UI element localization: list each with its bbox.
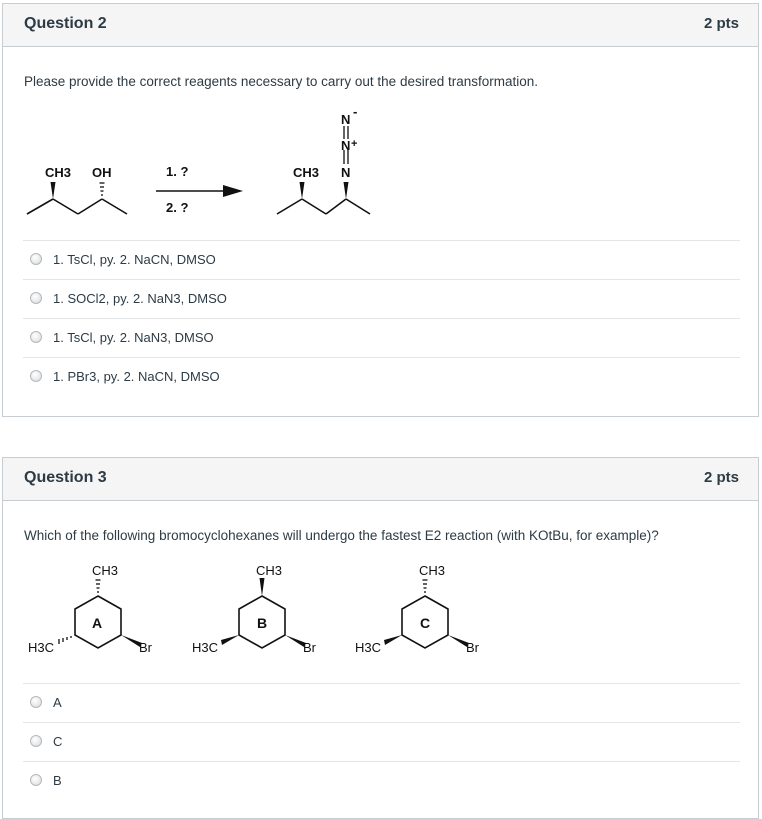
molecule-label: A [92, 615, 103, 631]
answer-label: C [53, 734, 63, 749]
radio-button[interactable] [30, 696, 42, 708]
radio-button[interactable] [30, 331, 42, 343]
answer-label: B [53, 773, 62, 788]
molecule-a [28, 563, 153, 655]
answer-option[interactable] [23, 683, 740, 722]
molecule-c [355, 563, 480, 655]
radio-button[interactable] [30, 370, 42, 382]
question-3-header [3, 458, 758, 501]
left-oh-label: OH [92, 165, 112, 180]
answer-option[interactable] [23, 357, 740, 396]
hash-bond [100, 183, 105, 195]
molecule-b [192, 563, 317, 655]
bromo-label: Br [466, 640, 479, 655]
wedge-bond [51, 182, 56, 199]
molecules-figure [23, 556, 523, 666]
question-2-options [23, 240, 740, 396]
azide-minus: - [353, 104, 358, 119]
question-3-options [23, 683, 740, 800]
radio-button[interactable] [30, 774, 42, 786]
question-2-points: 2 pts [703, 15, 739, 32]
methyl-top-label: CH3 [92, 563, 119, 578]
step-1-label: 1. ? [166, 164, 189, 179]
answer-label: 1. TsCl, py. 2. NaCN, DMSO [53, 252, 216, 267]
left-ch3-label: CH3 [45, 165, 72, 180]
azide-n-mid: N [341, 138, 351, 153]
azide-plus: + [351, 138, 358, 150]
question-2-title: Question 2 [24, 15, 107, 32]
radio-button[interactable] [30, 292, 42, 304]
radio-button[interactable] [30, 253, 42, 265]
product-wedge-left [300, 182, 305, 199]
answer-option[interactable] [23, 279, 740, 318]
answer-label: 1. SOCl2, py. 2. NaN3, DMSO [53, 291, 227, 306]
methyl-top-label: CH3 [419, 563, 446, 578]
starting-material [27, 199, 127, 214]
molecule-label: C [420, 615, 431, 631]
question-3-title: Question 3 [24, 469, 107, 486]
answer-label: 1. PBr3, py. 2. NaCN, DMSO [53, 369, 220, 384]
answer-option[interactable] [23, 761, 740, 800]
product-wedge-right [344, 182, 349, 199]
azide-n-top: N [341, 112, 351, 127]
methyl-left-label: H3C [355, 640, 382, 655]
methyl-left-label: H3C [28, 640, 55, 655]
answer-option[interactable] [23, 722, 740, 761]
methyl-top-label: CH3 [256, 563, 283, 578]
molecule-label: B [257, 615, 268, 631]
product [277, 199, 370, 214]
question-2-header [3, 4, 758, 47]
question-2-card [2, 3, 759, 417]
question-3-prompt: Which of the following bromocyclohexanes will undergo the fastest E2 reaction (with KOtBu, for example)? [24, 528, 659, 543]
answer-option[interactable] [23, 240, 740, 279]
answer-label: 1. TsCl, py. 2. NaN3, DMSO [53, 330, 214, 345]
bromo-label: Br [303, 640, 316, 655]
right-ch3-label: CH3 [293, 165, 320, 180]
azide-n-bottom: N [341, 165, 351, 180]
question-3-points: 2 pts [703, 469, 739, 486]
answer-option[interactable] [23, 318, 740, 357]
step-2-label: 2. ? [166, 200, 189, 215]
question-3-card [2, 457, 759, 819]
question-2-prompt: Please provide the correct reagents necessary to carry out the desired transformation. [24, 74, 539, 89]
bromo-label: Br [139, 640, 152, 655]
methyl-left-label: H3C [192, 640, 219, 655]
reaction-scheme [23, 104, 403, 224]
arrow-head [223, 185, 243, 197]
radio-button[interactable] [30, 735, 42, 747]
answer-label: A [53, 695, 62, 710]
